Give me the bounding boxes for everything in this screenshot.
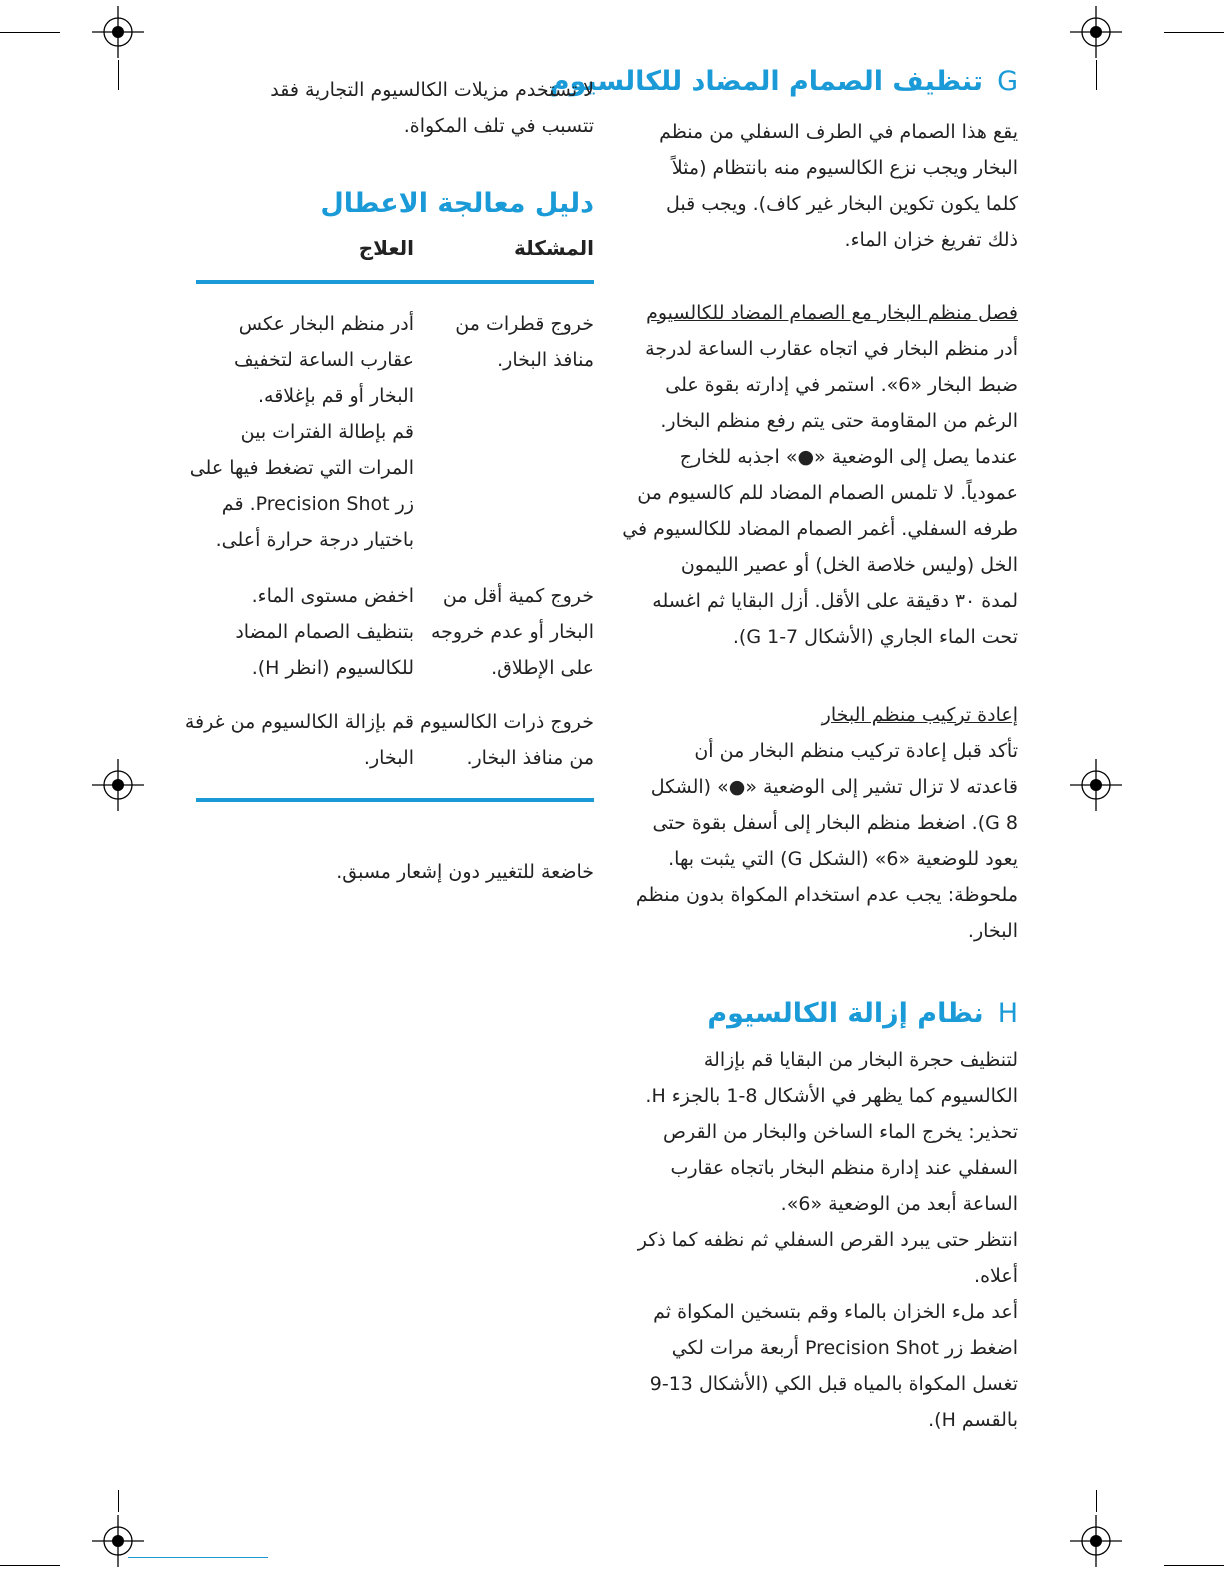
table-row-1-problem: خروج قطرات من منافذ البخار.: [455, 313, 594, 371]
section-h-letter: H: [997, 998, 1018, 1029]
detach-subheading: فصل منظم البخار مع الصمام المضاد للكالسيوم: [646, 302, 1018, 324]
section-h-instructions: لتنظيف حجرة البخار من البقايا قم بإزالة الكالسيوم كما يظهر في الأشكال 8-1 بالجزء H. تحذير: يخرج الماء الساخن والبخار من القرص السفلي عند إدارة منظم البخار باتجاه عقارب الساعة أبعد من الوضعية «6». انتظر حتى يبرد القرص السفلي ثم نظفه كما ذكر أعلاه. أعد ملء الخزان بالماء وقم بتسخين المكواة ثم اضغط زر Precision Shot أربعة مرات لكي تغسل المكواة بالمياه قبل الكي (الأشكال 13-9 بالقسم H).: [637, 1049, 1018, 1431]
reassemble-instructions: تأكد قبل إعادة تركيب منظم البخار من أن قاعدته لا تزال تشير إلى الوضعية «●» (الشكل G 8). اضغط منظم البخار إلى أسفل بقوة حتى يعود للوضعية «6» (الشكل G) التي يثبت بها. ملحوظة: يجب عدم استخدام المكواة بدون منظم البخار.: [635, 740, 1018, 942]
column-header-problem: المشكلة: [513, 236, 594, 260]
registration-mark-top-left: [92, 6, 144, 58]
section-g-letter: G: [997, 66, 1018, 97]
section-g-intro: يقع هذا الصمام في الطرف السفلي من منظم البخار ويجب نزع الكالسيوم منه بانتظام (مثلاً كلما يكون تكوين البخار غير كاف). ويجب قبل ذلك تفريغ خزان الماء.: [659, 121, 1018, 251]
table-bottom-rule: [196, 798, 594, 802]
crop-mark-blue: [128, 1557, 268, 1558]
crop-mark: [1164, 32, 1224, 33]
descaler-warning: لا تستخدم مزيلات الكالسيوم التجارية فقد تتسبب في تلف المكواة.: [270, 79, 594, 137]
registration-mark-mid-right: [1070, 759, 1122, 811]
crop-mark: [0, 1565, 60, 1566]
registration-mark-bottom-right: [1070, 1515, 1122, 1567]
crop-mark: [1096, 1490, 1097, 1512]
crop-mark: [118, 60, 119, 90]
table-top-rule: [196, 280, 594, 284]
registration-mark-top-right: [1070, 6, 1122, 58]
detach-instructions: أدر منظم البخار في اتجاه عقارب الساعة لدرجة ضبط البخار «6». استمر في إدارته بقوة على الرغم من المقاومة حتى يتم رفع منظم البخار. عندما يصل إلى الوضعية «●» اجذبه للخارج عمودياً. لا تلمس الصمام المضاد للم كالسيوم من طرفه السفلي. أغمر الصمام المضاد للكالسيوم في الخل (وليس خلاصة الخل) أو عصير الليمون لمدة ٣٠ دقيقة على الأقل. أزل البقايا ثم اغسله تحت الماء الجاري (الأشكال 7-1 G).: [622, 338, 1018, 648]
section-g-heading: [549, 66, 1018, 97]
change-notice: خاضعة للتغيير دون إشعار مسبق.: [336, 861, 594, 883]
troubleshooting-title: دليل معالجة الاعطال: [320, 188, 594, 219]
table-row-1-solution: أدر منظم البخار عكس عقارب الساعة لتخفيف البخار أو قم بإغلاقه. قم بإطالة الفترات بين المرات التي تضغط فيها على زر Precision Shot. قم باختيار درجة حرارة أعلى.: [189, 313, 414, 551]
column-header-solution: العلاج: [358, 236, 414, 260]
table-row-3-problem: خروج ذرات الكالسيوم من منافذ البخار.: [420, 711, 594, 769]
section-g-title: تنظيف الصمام المضاد للكالسيوم: [549, 66, 984, 97]
registration-mark-bottom-left: [92, 1515, 144, 1567]
table-row-2-problem: خروج كمية أقل من البخار أو عدم خروجه على الإطلاق.: [430, 585, 594, 679]
table-row-2-solution: اخفض مستوى الماء. بتنظيف الصمام المضاد للكالسيوم (انظر H).: [235, 585, 414, 679]
registration-mark-mid-left: [92, 759, 144, 811]
section-h-heading: [598, 998, 1018, 1029]
crop-mark: [1096, 60, 1097, 90]
crop-mark: [0, 32, 60, 33]
reassemble-subheading: إعادة تركيب منظم البخار: [821, 704, 1018, 726]
crop-mark: [118, 1490, 119, 1512]
crop-mark: [1164, 1565, 1224, 1566]
section-h-title: نظام إزالة الكالسيوم: [707, 998, 984, 1029]
table-row-3-solution: قم بإزالة الكالسيوم من غرفة البخار.: [184, 711, 414, 769]
